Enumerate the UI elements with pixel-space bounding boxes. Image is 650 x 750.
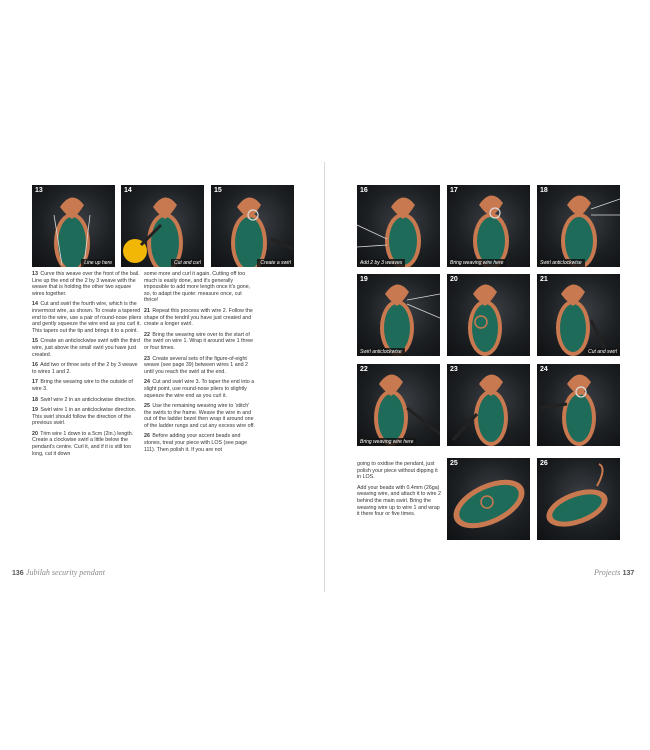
text-column-left bbox=[32, 271, 142, 461]
photo-caption: Line up here bbox=[81, 259, 115, 267]
step-photo-15 bbox=[211, 185, 294, 267]
step-number: 14 bbox=[124, 187, 132, 194]
step-photo-20 bbox=[447, 274, 530, 356]
pendant-image bbox=[537, 274, 620, 356]
page-number: 137 bbox=[622, 570, 635, 577]
pendant-image bbox=[357, 185, 440, 267]
instruction-step: Add your beads with 0.4mm (26ga) weaving wire, and attach it to wire 2 behind the main swirl. Bring the weaving wire up to wire 1 and wrap it there four or five times. bbox=[357, 484, 441, 518]
pendant-image bbox=[357, 274, 440, 356]
pendant-image bbox=[32, 185, 115, 267]
text-column-right bbox=[357, 461, 441, 522]
pendant-image bbox=[357, 364, 440, 446]
pendant-image bbox=[447, 364, 530, 446]
step-number: 16 bbox=[360, 187, 368, 194]
instruction-step: some more and curl it again. Cutting off too much is easily done, and it's generally impossible to add more length once it's gone, so, to adapt the quote: measure once, cut thrice! bbox=[144, 271, 251, 304]
step-number: 26 bbox=[540, 460, 548, 467]
pendant-image bbox=[211, 185, 294, 267]
photo-caption: Cut and curl bbox=[171, 259, 204, 267]
instruction-step: 15 Create an anticlockwise swirl with the third wire, just above the small swirl you have just created. bbox=[32, 338, 140, 358]
folio-left bbox=[12, 568, 105, 577]
step-photo-16 bbox=[357, 185, 440, 267]
step-number: 19 bbox=[360, 276, 368, 283]
step-number: 20 bbox=[450, 276, 458, 283]
pendant-image bbox=[447, 274, 530, 356]
photo-caption: Create a swirl bbox=[257, 259, 294, 267]
step-number: 17 bbox=[450, 187, 458, 194]
step-number: 22 bbox=[360, 366, 368, 373]
running-title: Jubilah security pendant bbox=[25, 568, 106, 577]
pendant-image bbox=[537, 185, 620, 267]
instruction-step: 23 Create several sets of the figure-of-eight weave (see page 39) between wires 1 and 2 until you reach the swirl at the end. bbox=[144, 355, 248, 375]
step-number: 18 bbox=[540, 187, 548, 194]
photo-caption: Cut and swirl bbox=[585, 348, 620, 356]
step-photo-17 bbox=[447, 185, 530, 267]
photo-caption: Add 2 by 3 weaves bbox=[357, 259, 405, 267]
text-column-middle bbox=[144, 271, 256, 457]
page-gutter bbox=[324, 162, 325, 592]
step-photo-23 bbox=[447, 364, 530, 446]
pendant-image bbox=[447, 458, 530, 540]
step-number: 23 bbox=[450, 366, 458, 373]
instruction-step: 16 Add two or three sets of the 2 by 3 weave to wires 1 and 2. bbox=[32, 362, 138, 375]
photo-caption: Bring weaving wire here bbox=[447, 259, 506, 267]
instruction-step: going to oxidise the pendant, just polish your piece without dipping it in LOS. bbox=[357, 461, 438, 481]
pendant-image bbox=[537, 458, 620, 540]
step-number: 25 bbox=[450, 460, 458, 467]
instruction-step: 19 Swirl wire 1 in an anticlockwise direction. This swirl should follow the direction of the previous swirl. bbox=[32, 407, 137, 427]
step-photo-18 bbox=[537, 185, 620, 267]
photo-caption: Swirl anticlockwise bbox=[537, 259, 585, 267]
step-photo-25 bbox=[447, 458, 530, 540]
step-photo-19 bbox=[357, 274, 440, 356]
instruction-step: 17 Bring the weaving wire to the outside of wire 3. bbox=[32, 379, 133, 392]
pendant-image bbox=[537, 364, 620, 446]
step-photo-21 bbox=[537, 274, 620, 356]
step-number: 21 bbox=[540, 276, 548, 283]
instruction-step: 22 Bring the weaving wire over to the start of the swirl on wire 1. Wrap it around wire 1 three or four times. bbox=[144, 331, 254, 351]
photo-caption: Bring weaving wire here bbox=[357, 438, 416, 446]
step-photo-22 bbox=[357, 364, 440, 446]
step-number: 15 bbox=[214, 187, 222, 194]
page-number: 136 bbox=[12, 570, 24, 577]
folio-right bbox=[594, 568, 634, 577]
photo-caption: Swirl anticlockwise bbox=[357, 348, 405, 356]
instruction-step: 18 Swirl wire 2 in an anticlockwise direction. bbox=[32, 396, 137, 403]
step-photo-13 bbox=[32, 185, 115, 267]
instruction-step: 24 Cut and swirl wire 3. To taper the end into a slight point, use round-nose pliers to slightly squeeze the wire end as you curl it. bbox=[144, 379, 255, 399]
instruction-step: 14 Cut and swirl the fourth wire, which is the innermost wire, as shown. To create a tapered end to the wire, use a pair of round-nose pliers and gently squeeze the wire end as you curl it. This tapers out the tip and brings it to a point. bbox=[32, 301, 142, 334]
instruction-step: 25 Use the remaining weaving wire to 'stitch' the swirls to the frame. Weave the wire in and out of the ladder bezel then wrap it around one of the ladder rungs and cut any excess wire off. bbox=[144, 403, 255, 429]
step-number: 13 bbox=[35, 187, 43, 194]
step-photo-14 bbox=[121, 185, 204, 267]
instruction-step: 13 Curve this weave over the front of the bail. Line up the end of the 2 by 3 weave with the weave that is holding the other two square wires together. bbox=[32, 271, 140, 297]
pendant-image bbox=[447, 185, 530, 267]
step-photo-24 bbox=[537, 364, 620, 446]
step-number: 24 bbox=[540, 366, 548, 373]
instruction-step: 20 Trim wire 1 down to a 5cm (2in.) length. Create a clockwise swirl a little below the pendant's centre. Curl it, and if it is still too long, cut it down bbox=[32, 430, 134, 457]
instruction-step: 26 Before adding your accent beads and stones, treat your piece with LOS (see page 111). Then polish it. If you are not bbox=[144, 433, 248, 453]
instruction-step: 21 Repeat this process with wire 2. Follow the shape of the tendril you have just created and create a longer swirl. bbox=[144, 307, 253, 328]
step-photo-26 bbox=[537, 458, 620, 540]
running-title: Projects bbox=[594, 568, 621, 577]
pendant-image bbox=[121, 185, 204, 267]
